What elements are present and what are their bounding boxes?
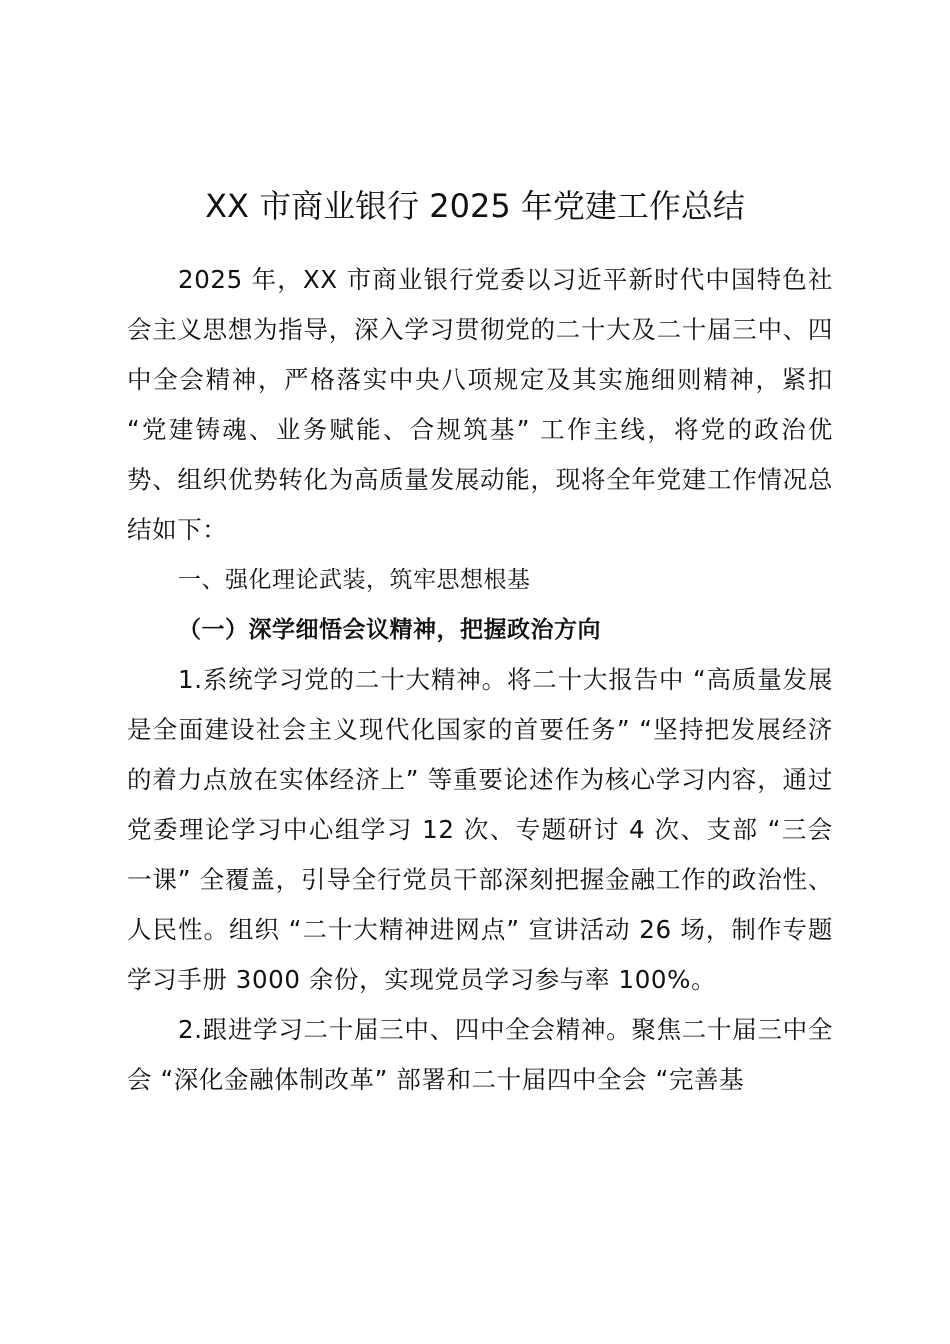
subsection-heading: （一）深学细悟会议精神，把握政治方向 bbox=[178, 617, 601, 643]
section-heading: 一、强化理论武装，筑牢思想根基 bbox=[178, 567, 531, 593]
subsection-1 bbox=[127, 605, 833, 1105]
body-paragraph: 2.跟进学习二十届三中、四中全会精神。聚焦二十届三中全会 “深化金融体制改革” 部署和二十届四中全会 “完善基 bbox=[127, 1015, 833, 1094]
document-title: XX 市商业银行 2025 年党建工作总结 bbox=[205, 187, 745, 225]
document-body bbox=[127, 255, 833, 1105]
intro-paragraph: 2025 年，XX 市商业银行党委以习近平新时代中国特色社会主义思想为指导，深入学习贯彻党的二十大及二十届三中、四中全会精神，严格落实中央八项规定及其实施细则精神，紧扣 “党建铸魂、业务赋能、合规筑基” 工作主线，将党的政治优势、组织优势转化为高质量发展动能，现将全年党建工作情况总结如下： bbox=[127, 265, 833, 544]
body-paragraph: 1.系统学习党的二十大精神。将二十大报告中 “高质量发展是全面建设社会主义现代化国家的首要任务” “坚持把发展经济的着力点放在实体经济上” 等重要论述作为核心学习内容，通过党委理论学习中心组学习 12 次、专题研讨 4 次、支部 “三会一课” 全覆盖，引导全行党员干部深刻把握金融工作的政治性、人民性。组织 “二十大精神进网点” 宣讲活动 26 场，制作专题学习手册 3000 余份，实现党员学习参与率 100%。 bbox=[127, 665, 833, 994]
section-1 bbox=[127, 555, 833, 1105]
